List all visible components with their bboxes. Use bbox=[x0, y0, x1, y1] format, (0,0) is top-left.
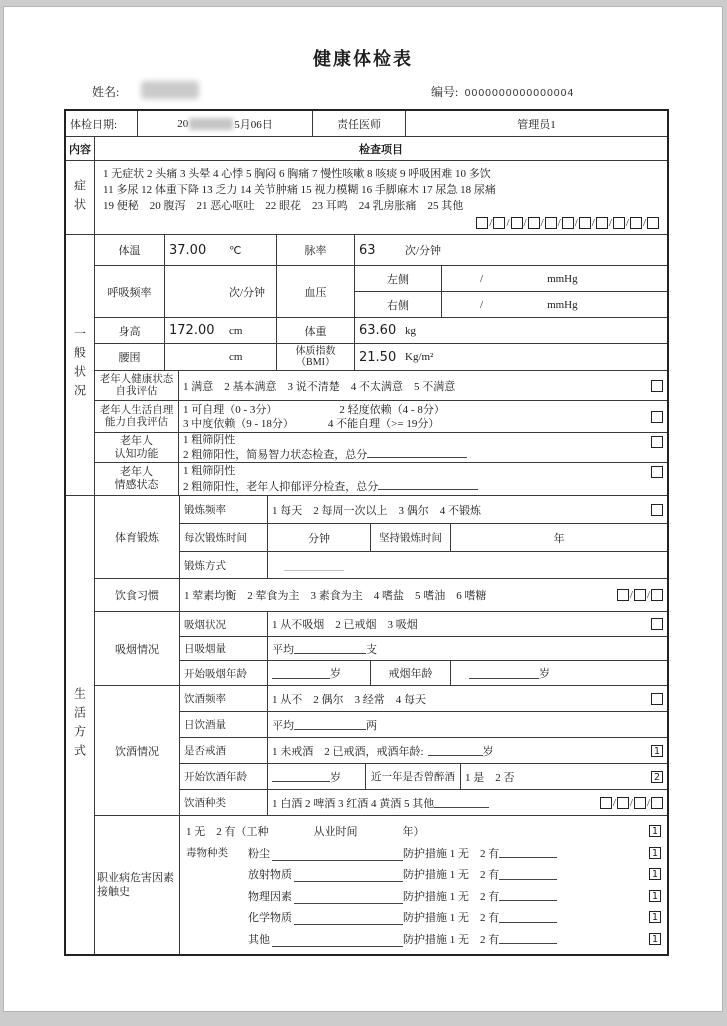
symptoms-band bbox=[66, 161, 667, 235]
occ-physical-protect-blank[interactable] bbox=[499, 890, 557, 901]
weight-label: 体重 bbox=[277, 318, 355, 343]
exercise-duration-label: 每次锻炼时间 bbox=[180, 524, 268, 551]
smoking-start-cell bbox=[268, 661, 371, 685]
occupational-group bbox=[95, 816, 667, 954]
elderly-selfcare-options-cell bbox=[179, 401, 667, 432]
drinking-quit-unit: 岁 bbox=[482, 745, 494, 758]
drinking-start-unit: 岁 bbox=[330, 771, 341, 784]
doctor-value: 管理员1 bbox=[517, 118, 556, 131]
weight-value-cell[interactable] bbox=[355, 318, 667, 343]
smoking-daily-cell bbox=[268, 637, 667, 660]
weight-unit: kg bbox=[405, 324, 416, 337]
symptoms-line1: 1 无症状 2 头痛 3 头晕 4 心悸 5 胸闷 6 胸痛 7 慢性咳嗽 8 咳痰 9 呼吸困难 10 多饮 bbox=[103, 168, 491, 180]
temp-value-cell[interactable] bbox=[165, 235, 277, 265]
smoking-daily-unit: 支 bbox=[366, 643, 377, 656]
diet-checkboxes: / / bbox=[617, 589, 663, 601]
checkbox[interactable] bbox=[651, 797, 663, 809]
waist-value-cell[interactable] bbox=[165, 344, 277, 370]
emotion-line2: 2 粗筛阳性，老年人抑郁评分检查，总分 bbox=[183, 480, 379, 493]
elderly-cognition-checkbox[interactable] bbox=[651, 436, 663, 448]
occupational-header-line bbox=[186, 823, 661, 839]
elderly-health-row bbox=[95, 371, 667, 401]
smoking-status-checkbox[interactable] bbox=[651, 618, 663, 630]
lifestyle-band bbox=[66, 496, 667, 954]
elderly-health-label bbox=[95, 371, 179, 400]
exercise-freq-row bbox=[180, 496, 667, 524]
checkbox[interactable] bbox=[617, 797, 629, 809]
content-label: 内容 bbox=[66, 137, 95, 160]
occ-chemical-blank[interactable] bbox=[294, 914, 403, 925]
occ-dust-name: 粉尘 bbox=[248, 847, 270, 860]
occupational-row-dust bbox=[186, 845, 661, 861]
elderly-emotion-label bbox=[95, 463, 179, 495]
exercise-persist-unit[interactable]: 年 bbox=[553, 532, 565, 545]
smoking-start-blank[interactable] bbox=[272, 668, 330, 679]
drinking-daily-unit: 两 bbox=[366, 719, 377, 732]
drinking-daily-row bbox=[180, 712, 667, 738]
lifestyle-body bbox=[95, 496, 667, 954]
exercise-freq-label: 锻炼频率 bbox=[180, 496, 268, 523]
content-header-row bbox=[66, 137, 667, 161]
drinking-group bbox=[95, 686, 667, 816]
drinking-type-other-blank[interactable] bbox=[434, 797, 489, 808]
diet-options: 1 荤素均衡 2 荤食为主 3 素食为主 4 嗜盐 5 嗜油 6 嗜糖 bbox=[184, 590, 487, 602]
waist-unit: cm bbox=[229, 351, 243, 363]
drinking-freq-options: 1 从不 2 偶尔 3 经常 4 每天 bbox=[272, 693, 426, 706]
bmi-label-line2: （BMI） bbox=[296, 357, 335, 368]
code-value: 0000000000000004 bbox=[464, 88, 575, 99]
occ-worktime-label: 从业时间 bbox=[313, 826, 358, 839]
exam-date-value bbox=[138, 111, 313, 136]
smoking-daily-row bbox=[180, 637, 667, 661]
elderly-health-label-1: 老年人健康状态 bbox=[99, 373, 174, 385]
general-band bbox=[66, 235, 667, 496]
drinking-quit-row bbox=[180, 738, 667, 764]
temp-pulse-row bbox=[95, 235, 667, 266]
drinking-group-label: 饮酒情况 bbox=[95, 686, 180, 815]
exam-date-prefix: 20 bbox=[177, 117, 189, 130]
items-label: 检查项目 bbox=[359, 143, 403, 156]
occ-chemical-name: 化学物质 bbox=[248, 912, 292, 925]
drinking-daily-prefix: 平均 bbox=[272, 719, 294, 732]
bp-left-label: 左侧 bbox=[355, 266, 442, 291]
checkbox[interactable] bbox=[562, 217, 574, 229]
emotion-line1: 1 粗筛阴性 bbox=[183, 464, 236, 477]
resp-unit: 次/分钟 bbox=[229, 286, 266, 299]
smoking-daily-blank[interactable] bbox=[294, 643, 366, 654]
name-label: 姓名: bbox=[92, 85, 120, 99]
drinking-quit-options: 1 未戒酒 2 已戒酒，戒酒年龄: bbox=[272, 745, 424, 758]
drinking-start-cell bbox=[268, 764, 366, 789]
bmi-label bbox=[277, 344, 355, 370]
diet-group-label: 饮食习惯 bbox=[95, 579, 180, 611]
resp-label: 呼吸频率 bbox=[95, 266, 165, 317]
occupational-row-other bbox=[186, 931, 661, 947]
bp-label: 血压 bbox=[277, 266, 355, 317]
weight-value[interactable]: 63.60 bbox=[359, 323, 397, 338]
drinking-type-options: 1 白酒 2 啤酒 3 红酒 4 黄酒 5 其他 bbox=[272, 797, 435, 810]
selfcare-opt-1: 1 可自理（0 - 3分） bbox=[183, 403, 278, 416]
form-page bbox=[3, 6, 723, 1012]
occupational-group-label bbox=[95, 816, 180, 954]
bp-left-value[interactable] bbox=[442, 266, 667, 291]
height-value[interactable]: 172.00 bbox=[169, 323, 215, 338]
checkbox[interactable] bbox=[630, 217, 642, 229]
smoking-age-row bbox=[180, 661, 667, 685]
occ-dust-protect: 防护措施 1 无 2 有 bbox=[403, 847, 500, 860]
occ-other-blank[interactable] bbox=[272, 936, 403, 947]
waist-bmi-row bbox=[95, 344, 667, 371]
elderly-selfcare-checkbox[interactable] bbox=[651, 411, 663, 423]
drinking-type-label: 饮酒种类 bbox=[180, 790, 268, 815]
code-label: 编号: bbox=[431, 85, 459, 99]
occ-physical-blank[interactable] bbox=[294, 893, 403, 904]
checkbox[interactable] bbox=[493, 217, 505, 229]
diet-row bbox=[180, 579, 667, 611]
smoking-status-options: 1 从不吸烟 2 已戒烟 3 吸烟 bbox=[272, 619, 418, 631]
occupational-row-physical bbox=[186, 888, 661, 904]
checkbox[interactable] bbox=[545, 217, 557, 229]
exercise-rows bbox=[180, 496, 667, 578]
drinking-quit-answer-box[interactable]: 1 bbox=[651, 745, 663, 757]
exercise-freq-options-cell bbox=[268, 496, 667, 523]
smoking-status-options-cell bbox=[268, 612, 667, 636]
lifestyle-category: 生活方式 bbox=[66, 496, 95, 954]
bp-right-row bbox=[355, 292, 667, 317]
elderly-emotion-cell bbox=[179, 463, 667, 495]
elderly-cognition-cell bbox=[179, 433, 667, 462]
checkbox[interactable] bbox=[613, 217, 625, 229]
exercise-freq-checkbox[interactable] bbox=[651, 504, 663, 516]
bp-right-label: 右侧 bbox=[355, 292, 442, 317]
checkbox[interactable] bbox=[617, 589, 629, 601]
drinking-daily-cell bbox=[268, 712, 667, 737]
cognition-line1: 1 粗筛阴性 bbox=[183, 434, 236, 446]
height-unit: cm bbox=[229, 324, 243, 337]
smoking-daily-prefix: 平均 bbox=[272, 643, 294, 656]
drinking-freq-row bbox=[180, 686, 667, 712]
occ-chemical-protect: 防护措施 1 无 2 有 bbox=[403, 912, 500, 925]
exercise-mode-label: 锻炼方式 bbox=[180, 552, 268, 578]
occ-physical-name: 物理因素 bbox=[248, 890, 292, 903]
smoking-quit-cell bbox=[451, 661, 667, 685]
exam-date-label: 体检日期: bbox=[66, 111, 138, 136]
occ-other-name: 其他 bbox=[248, 933, 270, 946]
selfcare-opt-3: 3 中度依赖（9 - 18分） bbox=[183, 417, 294, 430]
code-row bbox=[431, 83, 574, 100]
elderly-emotion-label-1: 老年人 bbox=[120, 466, 153, 478]
drinking-start-row bbox=[180, 764, 667, 790]
general-body bbox=[95, 235, 667, 495]
symptoms-category: 症状 bbox=[66, 161, 95, 234]
pulse-value-cell[interactable] bbox=[355, 235, 667, 265]
checkbox[interactable] bbox=[579, 217, 591, 229]
drinking-drunk-label: 近一年是否曾醉酒 bbox=[366, 764, 461, 789]
checkbox[interactable] bbox=[528, 217, 540, 229]
exercise-duration-row bbox=[180, 524, 667, 552]
drinking-quit-cell bbox=[268, 738, 667, 763]
occ-dust-answer-box[interactable]: 1 bbox=[649, 847, 661, 859]
temp-label: 体温 bbox=[95, 235, 165, 265]
pulse-unit: 次/分钟 bbox=[405, 245, 442, 257]
occupational-label-1: 职业病危害因素 bbox=[97, 872, 174, 884]
doctor-label: 责任医师 bbox=[313, 111, 406, 136]
checkbox[interactable] bbox=[651, 589, 663, 601]
general-category: 一般状况 bbox=[66, 235, 95, 495]
name-value-redacted bbox=[141, 81, 199, 99]
elderly-health-checkbox[interactable] bbox=[651, 380, 663, 392]
drinking-drunk-answer-box[interactable]: 2 bbox=[651, 771, 663, 783]
occ-other-protect-blank[interactable] bbox=[499, 933, 557, 944]
checkbox[interactable] bbox=[600, 797, 612, 809]
drinking-quit-age-blank[interactable] bbox=[428, 745, 483, 756]
drinking-start-blank[interactable] bbox=[272, 771, 330, 782]
symptoms-checkboxes: / / / / / / / / / / bbox=[103, 217, 659, 229]
temp-unit: ℃ bbox=[229, 244, 242, 257]
bp-right-value[interactable] bbox=[442, 292, 667, 317]
pulse-value[interactable]: 63 bbox=[359, 242, 376, 258]
exam-table bbox=[64, 109, 669, 956]
elderly-cognition-label-2: 认知功能 bbox=[114, 447, 159, 460]
occupational-row-radiation bbox=[186, 866, 661, 882]
occ-physical-answer-box[interactable]: 1 bbox=[649, 890, 661, 902]
smoking-group bbox=[95, 612, 667, 686]
height-value-cell[interactable] bbox=[165, 318, 277, 343]
exercise-persist-label: 坚持锻炼时间 bbox=[371, 524, 451, 551]
checkbox[interactable] bbox=[634, 589, 646, 601]
toxin-type-label: 毒物种类 bbox=[186, 848, 228, 860]
smoking-status-row bbox=[180, 612, 667, 637]
checkbox[interactable] bbox=[596, 217, 608, 229]
occ-other-protect: 防护措施 1 无 2 有 bbox=[403, 933, 500, 946]
height-weight-row bbox=[95, 318, 667, 344]
temp-value[interactable]: 37.00 bbox=[169, 242, 207, 258]
exercise-mode-value[interactable] bbox=[268, 552, 667, 578]
smoking-quit-blank[interactable] bbox=[469, 668, 539, 679]
occ-has-options: 1 无 2 有（工种 bbox=[186, 826, 269, 839]
selfcare-opt-4: 4 不能自理（>= 19分） bbox=[327, 417, 440, 430]
checkbox[interactable] bbox=[647, 217, 659, 229]
bp-cells bbox=[355, 266, 667, 317]
elderly-selfcare-label bbox=[95, 401, 179, 432]
elderly-emotion-checkbox[interactable] bbox=[651, 466, 663, 478]
symptoms-line3: 19 便秘 20 腹泻 21 恶心呕吐 22 眼花 23 耳鸣 24 乳房胀痛 25 其他 bbox=[103, 200, 464, 212]
elderly-health-label-2: 自我评估 bbox=[115, 385, 158, 397]
bmi-value[interactable]: 21.50 bbox=[359, 349, 397, 365]
elderly-selfcare-label-1: 老年人生活自理 bbox=[99, 404, 174, 416]
selfcare-opt-2: 2 轻度依赖（4 - 8分） bbox=[339, 403, 445, 416]
symptoms-content bbox=[95, 161, 667, 234]
exercise-mode-row bbox=[180, 552, 667, 578]
exercise-freq-options: 1 每天 2 每周一次以上 3 偶尔 4 不锻炼 bbox=[272, 504, 481, 517]
cognition-score-blank[interactable] bbox=[367, 447, 467, 458]
bp-left-unit: mmHg bbox=[547, 272, 578, 285]
bp-left-row bbox=[355, 266, 667, 292]
occ-chemical-answer-box[interactable]: 1 bbox=[649, 911, 661, 923]
bmi-unit: Kg/m² bbox=[405, 351, 434, 363]
exam-date-suffix: 5月06日 bbox=[234, 118, 273, 131]
occupational-label-2: 接触史 bbox=[97, 886, 130, 898]
drinking-drunk-options: 1 是 2 否 bbox=[465, 771, 515, 784]
bp-left-slash: / bbox=[480, 272, 484, 285]
emotion-score-blank[interactable] bbox=[378, 479, 478, 490]
exercise-duration-unit[interactable]: 分钟 bbox=[268, 524, 371, 551]
occ-dust-blank[interactable] bbox=[272, 850, 403, 861]
resp-value-cell[interactable] bbox=[165, 266, 277, 317]
smoking-group-label: 吸烟情况 bbox=[95, 612, 180, 685]
elderly-emotion-row bbox=[95, 463, 667, 495]
smoking-status-label: 吸烟状况 bbox=[180, 612, 268, 636]
bp-right-unit: mmHg bbox=[547, 298, 578, 311]
occ-radiation-protect: 防护措施 1 无 2 有 bbox=[403, 869, 500, 882]
elderly-cognition-label bbox=[95, 433, 179, 462]
smoking-start-label: 开始吸烟年龄 bbox=[180, 661, 268, 685]
elderly-health-options: 1 满意 2 基本满意 3 说不清楚 4 不太满意 5 不满意 bbox=[183, 380, 456, 393]
drinking-daily-label: 日饮酒量 bbox=[180, 712, 268, 737]
occ-years-label: 年） bbox=[402, 826, 425, 839]
occ-header-answer-box[interactable]: 1 bbox=[649, 825, 661, 837]
smoking-quit-unit: 岁 bbox=[539, 668, 550, 680]
height-label: 身高 bbox=[95, 318, 165, 343]
smoking-quit-label: 戒烟年龄 bbox=[371, 661, 451, 685]
elderly-health-options-cell bbox=[179, 371, 667, 400]
exercise-group bbox=[95, 496, 667, 579]
drinking-type-checkboxes: / / / bbox=[600, 797, 663, 809]
bp-right-slash: / bbox=[480, 298, 484, 311]
drinking-freq-checkbox[interactable] bbox=[651, 693, 663, 705]
elderly-cognition-row bbox=[95, 433, 667, 463]
exercise-mode-blank[interactable] bbox=[284, 560, 344, 571]
elderly-selfcare-label-2: 能力自我评估 bbox=[105, 416, 168, 428]
diet-options-cell bbox=[180, 579, 667, 611]
checkbox[interactable] bbox=[634, 797, 646, 809]
pulse-label: 脉率 bbox=[277, 235, 355, 265]
occ-radiation-protect-blank[interactable] bbox=[499, 869, 557, 880]
elderly-emotion-label-2: 情感状态 bbox=[114, 479, 159, 491]
occ-dust-protect-blank[interactable] bbox=[499, 847, 557, 858]
header-row bbox=[66, 111, 667, 137]
smoking-daily-label: 日吸烟量 bbox=[180, 637, 268, 660]
occupational-content bbox=[180, 816, 667, 954]
occ-chemical-protect-blank[interactable] bbox=[499, 912, 557, 923]
bmi-label-line1: 体质指数 bbox=[295, 346, 336, 357]
drinking-quit-label: 是否戒酒 bbox=[180, 738, 268, 763]
occ-radiation-blank[interactable] bbox=[294, 871, 403, 882]
occ-radiation-name: 放射物质 bbox=[248, 869, 292, 882]
exam-date-redacted bbox=[189, 118, 233, 130]
symptoms-line2: 11 多尿 12 体重下降 13 乏力 14 关节肿痛 15 视力模糊 16 手脚麻木 17 尿急 18 尿痛 bbox=[103, 184, 496, 196]
drinking-start-label: 开始饮酒年龄 bbox=[180, 764, 268, 789]
occ-physical-protect: 防护措施 1 无 2 有 bbox=[403, 890, 500, 903]
occupational-row-chemical bbox=[186, 909, 661, 925]
occ-other-answer-box[interactable]: 1 bbox=[649, 933, 661, 945]
checkbox[interactable] bbox=[476, 217, 488, 229]
drinking-freq-label: 饮酒频率 bbox=[180, 686, 268, 711]
occ-radiation-answer-box[interactable]: 1 bbox=[649, 868, 661, 880]
waist-label: 腰围 bbox=[95, 344, 165, 370]
smoking-start-unit: 岁 bbox=[330, 668, 341, 680]
drinking-freq-options-cell bbox=[268, 686, 667, 711]
elderly-selfcare-row bbox=[95, 401, 667, 433]
bmi-value-cell[interactable] bbox=[355, 344, 667, 370]
drinking-type-cell bbox=[268, 790, 667, 815]
page-title: 健康体检表 bbox=[313, 49, 413, 69]
drinking-drunk-cell bbox=[461, 764, 667, 789]
resp-bp-row bbox=[95, 266, 667, 318]
diet-group bbox=[95, 579, 667, 612]
elderly-cognition-label-1: 老年人 bbox=[120, 434, 153, 447]
checkbox[interactable] bbox=[511, 217, 523, 229]
drinking-type-row bbox=[180, 790, 667, 815]
drinking-daily-blank[interactable] bbox=[294, 719, 366, 730]
exercise-group-label: 体育锻炼 bbox=[95, 496, 180, 578]
cognition-line2: 2 粗筛阳性，简易智力状态检查，总分 bbox=[183, 449, 368, 461]
